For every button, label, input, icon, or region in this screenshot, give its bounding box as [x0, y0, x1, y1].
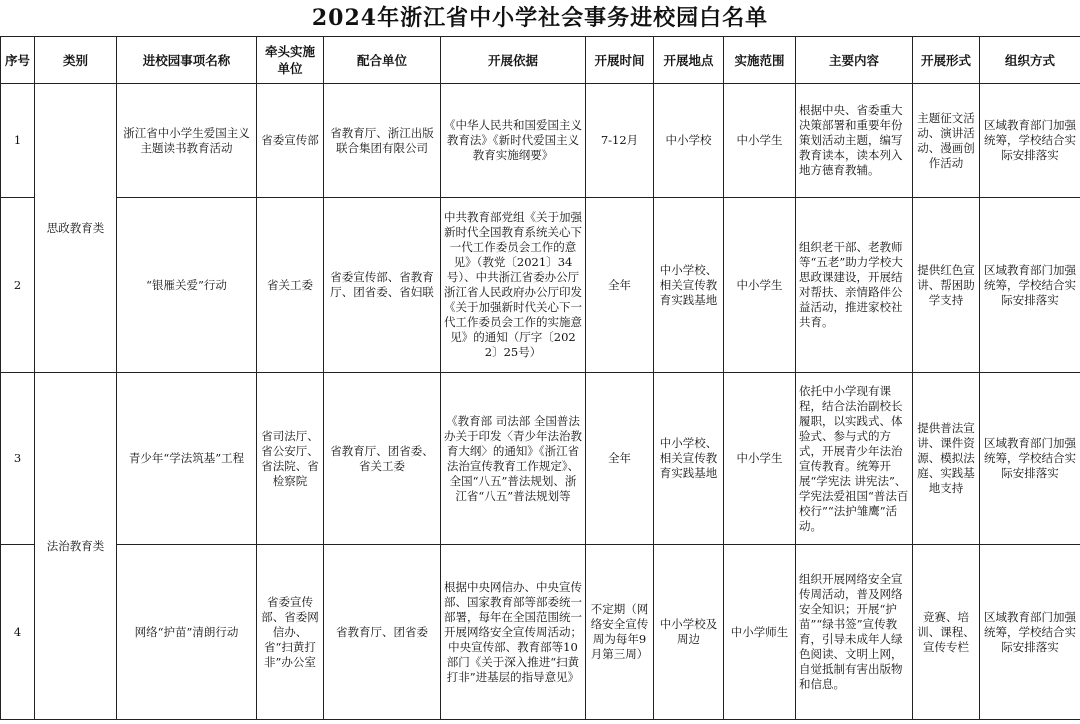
header-org: 组织方式 [980, 37, 1080, 84]
cell-category: 思政教育类 [35, 84, 117, 373]
cell-basis: 中共教育部党组《关于加强新时代全国教育系统关心下一代工作委员会工作的意见》（教党〔2021〕34号）、中共浙江省委办公厅 浙江省人民政府办公厅印发《关于加强新时代关心下一代工作委员会工作的实施意见》的通知（厅字〔2022〕25号） [441, 198, 586, 373]
cell-scope: 中小学生 [724, 198, 796, 373]
cell-name: 青少年“学法筑基”工程 [117, 373, 257, 545]
cell-place: 中小学校、相关宣传教育实践基地 [654, 373, 724, 545]
cell-partner: 省委宣传部、省教育厅、团省委、省妇联 [324, 198, 441, 373]
cell-org: 区域教育部门加强统筹，学校结合实际安排落实 [980, 198, 1080, 373]
table-row [1, 545, 1080, 720]
cell-partner: 省教育厅、团省委、省关工委 [324, 373, 441, 545]
cell-time: 不定期（网络安全宣传周为每年9月第三周） [586, 545, 654, 720]
cell-time: 全年 [586, 198, 654, 373]
header-scope: 实施范围 [724, 37, 796, 84]
cell-time: 7-12月 [586, 84, 654, 198]
cell-time: 全年 [586, 373, 654, 545]
cell-lead: 省委宣传部 [257, 84, 324, 198]
cell-content: 组织老干部、老教师等“五老”助力学校大思政课建设，开展结对帮扶、亲情路伴公益活动，推进家校社共育。 [796, 198, 913, 373]
cell-basis: 《教育部 司法部 全国普法办关于印发〈青少年法治教育大纲〉的通知》《浙江省法治宣传教育工作规定》、全国“八五”普法规划、浙江省“八五”普法规划等 [441, 373, 586, 545]
cell-basis: 根据中央网信办、中央宣传部、国家教育部等部委统一部署，每年在全国范围统一开展网络安全宣传周活动；中央宣传部、教育部等10部门《关于深入推进“扫黄打非”进基层的指导意见》 [441, 545, 586, 720]
header-time: 开展时间 [586, 37, 654, 84]
cell-name: 浙江省中小学生爱国主义主题读书教育活动 [117, 84, 257, 198]
header-category: 类别 [35, 37, 117, 84]
cell-org: 区域教育部门加强统筹，学校结合实际安排落实 [980, 84, 1080, 198]
cell-scope: 中小学生 [724, 373, 796, 545]
cell-form: 提供红色宣讲、帮困助学支持 [913, 198, 980, 373]
header-basis: 开展依据 [441, 37, 586, 84]
cell-lead: 省司法厅、省公安厅、省法院、省检察院 [257, 373, 324, 545]
cell-category: 法治教育类 [35, 373, 117, 720]
header-content: 主要内容 [796, 37, 913, 84]
cell-form: 主题征文活动、演讲活动、漫画创作活动 [913, 84, 980, 198]
header-name: 进校园事项名称 [117, 37, 257, 84]
cell-place: 中小学校、相关宣传教育实践基地 [654, 198, 724, 373]
cell-basis: 《中华人民共和国爱国主义教育法》《新时代爱国主义教育实施纲要》 [441, 84, 586, 198]
cell-no: 4 [1, 545, 35, 720]
cell-place: 中小学校及周边 [654, 545, 724, 720]
header-no: 序号 [1, 37, 35, 84]
cell-partner: 省教育厅、浙江出版联合集团有限公司 [324, 84, 441, 198]
header-form: 开展形式 [913, 37, 980, 84]
header-place: 开展地点 [654, 37, 724, 84]
table-row [1, 84, 1080, 198]
cell-partner: 省教育厅、团省委 [324, 545, 441, 720]
page-title: 2024年浙江省中小学社会事务进校园白名单 [311, 5, 769, 31]
cell-scope: 中小学师生 [724, 545, 796, 720]
cell-content: 组织开展网络安全宣传周活动，普及网络安全知识；开展“护苗”“绿书签”宣传教育，引导未成年人绿色阅读、文明上网，自觉抵制有害出版物和信息。 [796, 545, 913, 720]
cell-scope: 中小学生 [724, 84, 796, 198]
table-header-row [1, 37, 1080, 84]
cell-lead: 省委宣传部、省委网信办、省“扫黄打非”办公室 [257, 545, 324, 720]
cell-org: 区域教育部门加强统筹，学校结合实际安排落实 [980, 545, 1080, 720]
cell-content: 依托中小学现有课程，结合法治副校长履职，以实践式、体验式、参与式的方式，开展青少年法治宣传教育。统筹开展“学宪法 讲宪法”、学宪法爱祖国“普法百校行”“法护雏鹰”活动。 [796, 373, 913, 545]
cell-form: 竞赛、培训、课程、宣传专栏 [913, 545, 980, 720]
cell-org: 区域教育部门加强统筹，学校结合实际安排落实 [980, 373, 1080, 545]
table-row [1, 373, 1080, 545]
cell-name: 网络“护苗”清朗行动 [117, 545, 257, 720]
cell-no: 3 [1, 373, 35, 545]
table-row [1, 198, 1080, 373]
cell-place: 中小学校 [654, 84, 724, 198]
header-partner: 配合单位 [324, 37, 441, 84]
header-lead: 牵头实施单位 [257, 37, 324, 84]
whitelist-table [0, 36, 1080, 720]
cell-form: 提供普法宣讲、课件资源、模拟法庭、实践基地支持 [913, 373, 980, 545]
cell-no: 1 [1, 84, 35, 198]
cell-lead: 省关工委 [257, 198, 324, 373]
cell-content: 根据中央、省委重大决策部署和重要年份策划活动主题，编写教育读本，读本列入地方德育教辅。 [796, 84, 913, 198]
cell-no: 2 [1, 198, 35, 373]
cell-name: “银雁关爱”行动 [117, 198, 257, 373]
